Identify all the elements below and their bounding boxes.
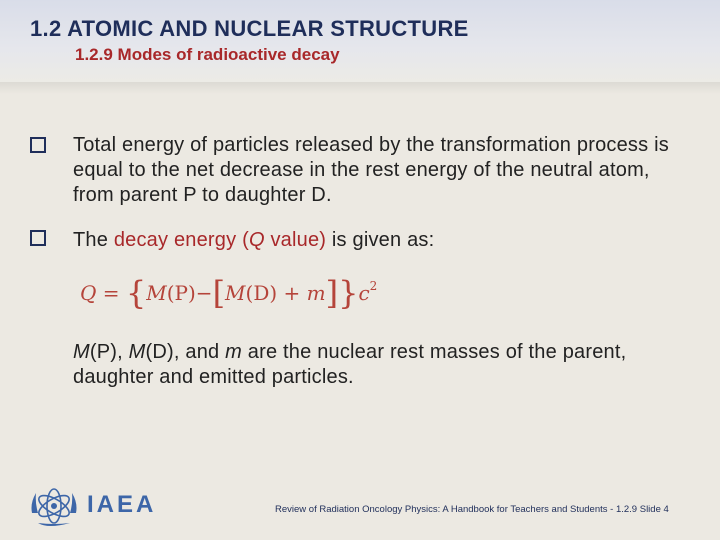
- formula-c: c: [358, 281, 370, 305]
- formula-bracket-close: ]: [325, 274, 339, 312]
- decay-energy-term: decay energy: [113, 229, 237, 251]
- note-p2: (D), and: [145, 341, 226, 363]
- formula-bracket-open: [: [212, 274, 226, 312]
- q-symbol: Q: [248, 229, 265, 251]
- q-value-formula: [80, 274, 377, 314]
- slide-title: 1.2 ATOMIC AND NUCLEAR STRUCTURE: [30, 16, 469, 41]
- footer-citation: Review of Radiation Oncology Physics: A Handbook for Teachers and Students - 1.2.9 Slide 4: [275, 504, 669, 515]
- bullet-2-paren: (: [236, 229, 249, 251]
- bullet-text-1: Total energy of particles released by the transformation process is equal to the net decrease in the rest energy of the neutral atom, from parent P to daughter D.: [73, 134, 669, 206]
- formula-m: m: [306, 281, 326, 305]
- slide-subtitle: 1.2.9 Modes of radioactive decay: [75, 45, 340, 64]
- header-shadow: [0, 82, 720, 94]
- formula-mass-daughter: M: [225, 281, 246, 305]
- formula-brace-open: {: [125, 274, 147, 312]
- iaea-logo-icon: [28, 483, 80, 529]
- formula-lhs: Q: [80, 281, 97, 305]
- bullet-text-2: [73, 228, 693, 253]
- formula-brace-close: }: [338, 274, 359, 312]
- formula-plus: +: [277, 281, 307, 305]
- bullet-2-prefix: The: [73, 229, 114, 251]
- mass-definition-text: [73, 340, 693, 390]
- formula-exponent: 2: [369, 279, 378, 293]
- bullet-2-suffix: is given as:: [326, 229, 435, 251]
- bullet-checkbox-icon: [30, 230, 46, 246]
- note-m3: m: [225, 341, 243, 363]
- note-m2: M: [128, 341, 146, 363]
- formula-eq: =: [96, 281, 126, 305]
- note-m1: M: [73, 341, 90, 363]
- iaea-wordmark: IAEA: [87, 491, 157, 518]
- formula-parent: (P): [166, 281, 196, 305]
- note-p1: (P),: [89, 341, 129, 363]
- note-rest: are the nuclear rest masses of the parent, daughter and emitted particles.: [73, 341, 627, 388]
- formula-daughter: (D): [245, 281, 278, 305]
- formula-mass-parent: M: [146, 281, 167, 305]
- formula-minus: −: [195, 281, 213, 305]
- bullet-checkbox-icon: [30, 137, 46, 153]
- q-value-term: value): [264, 229, 327, 251]
